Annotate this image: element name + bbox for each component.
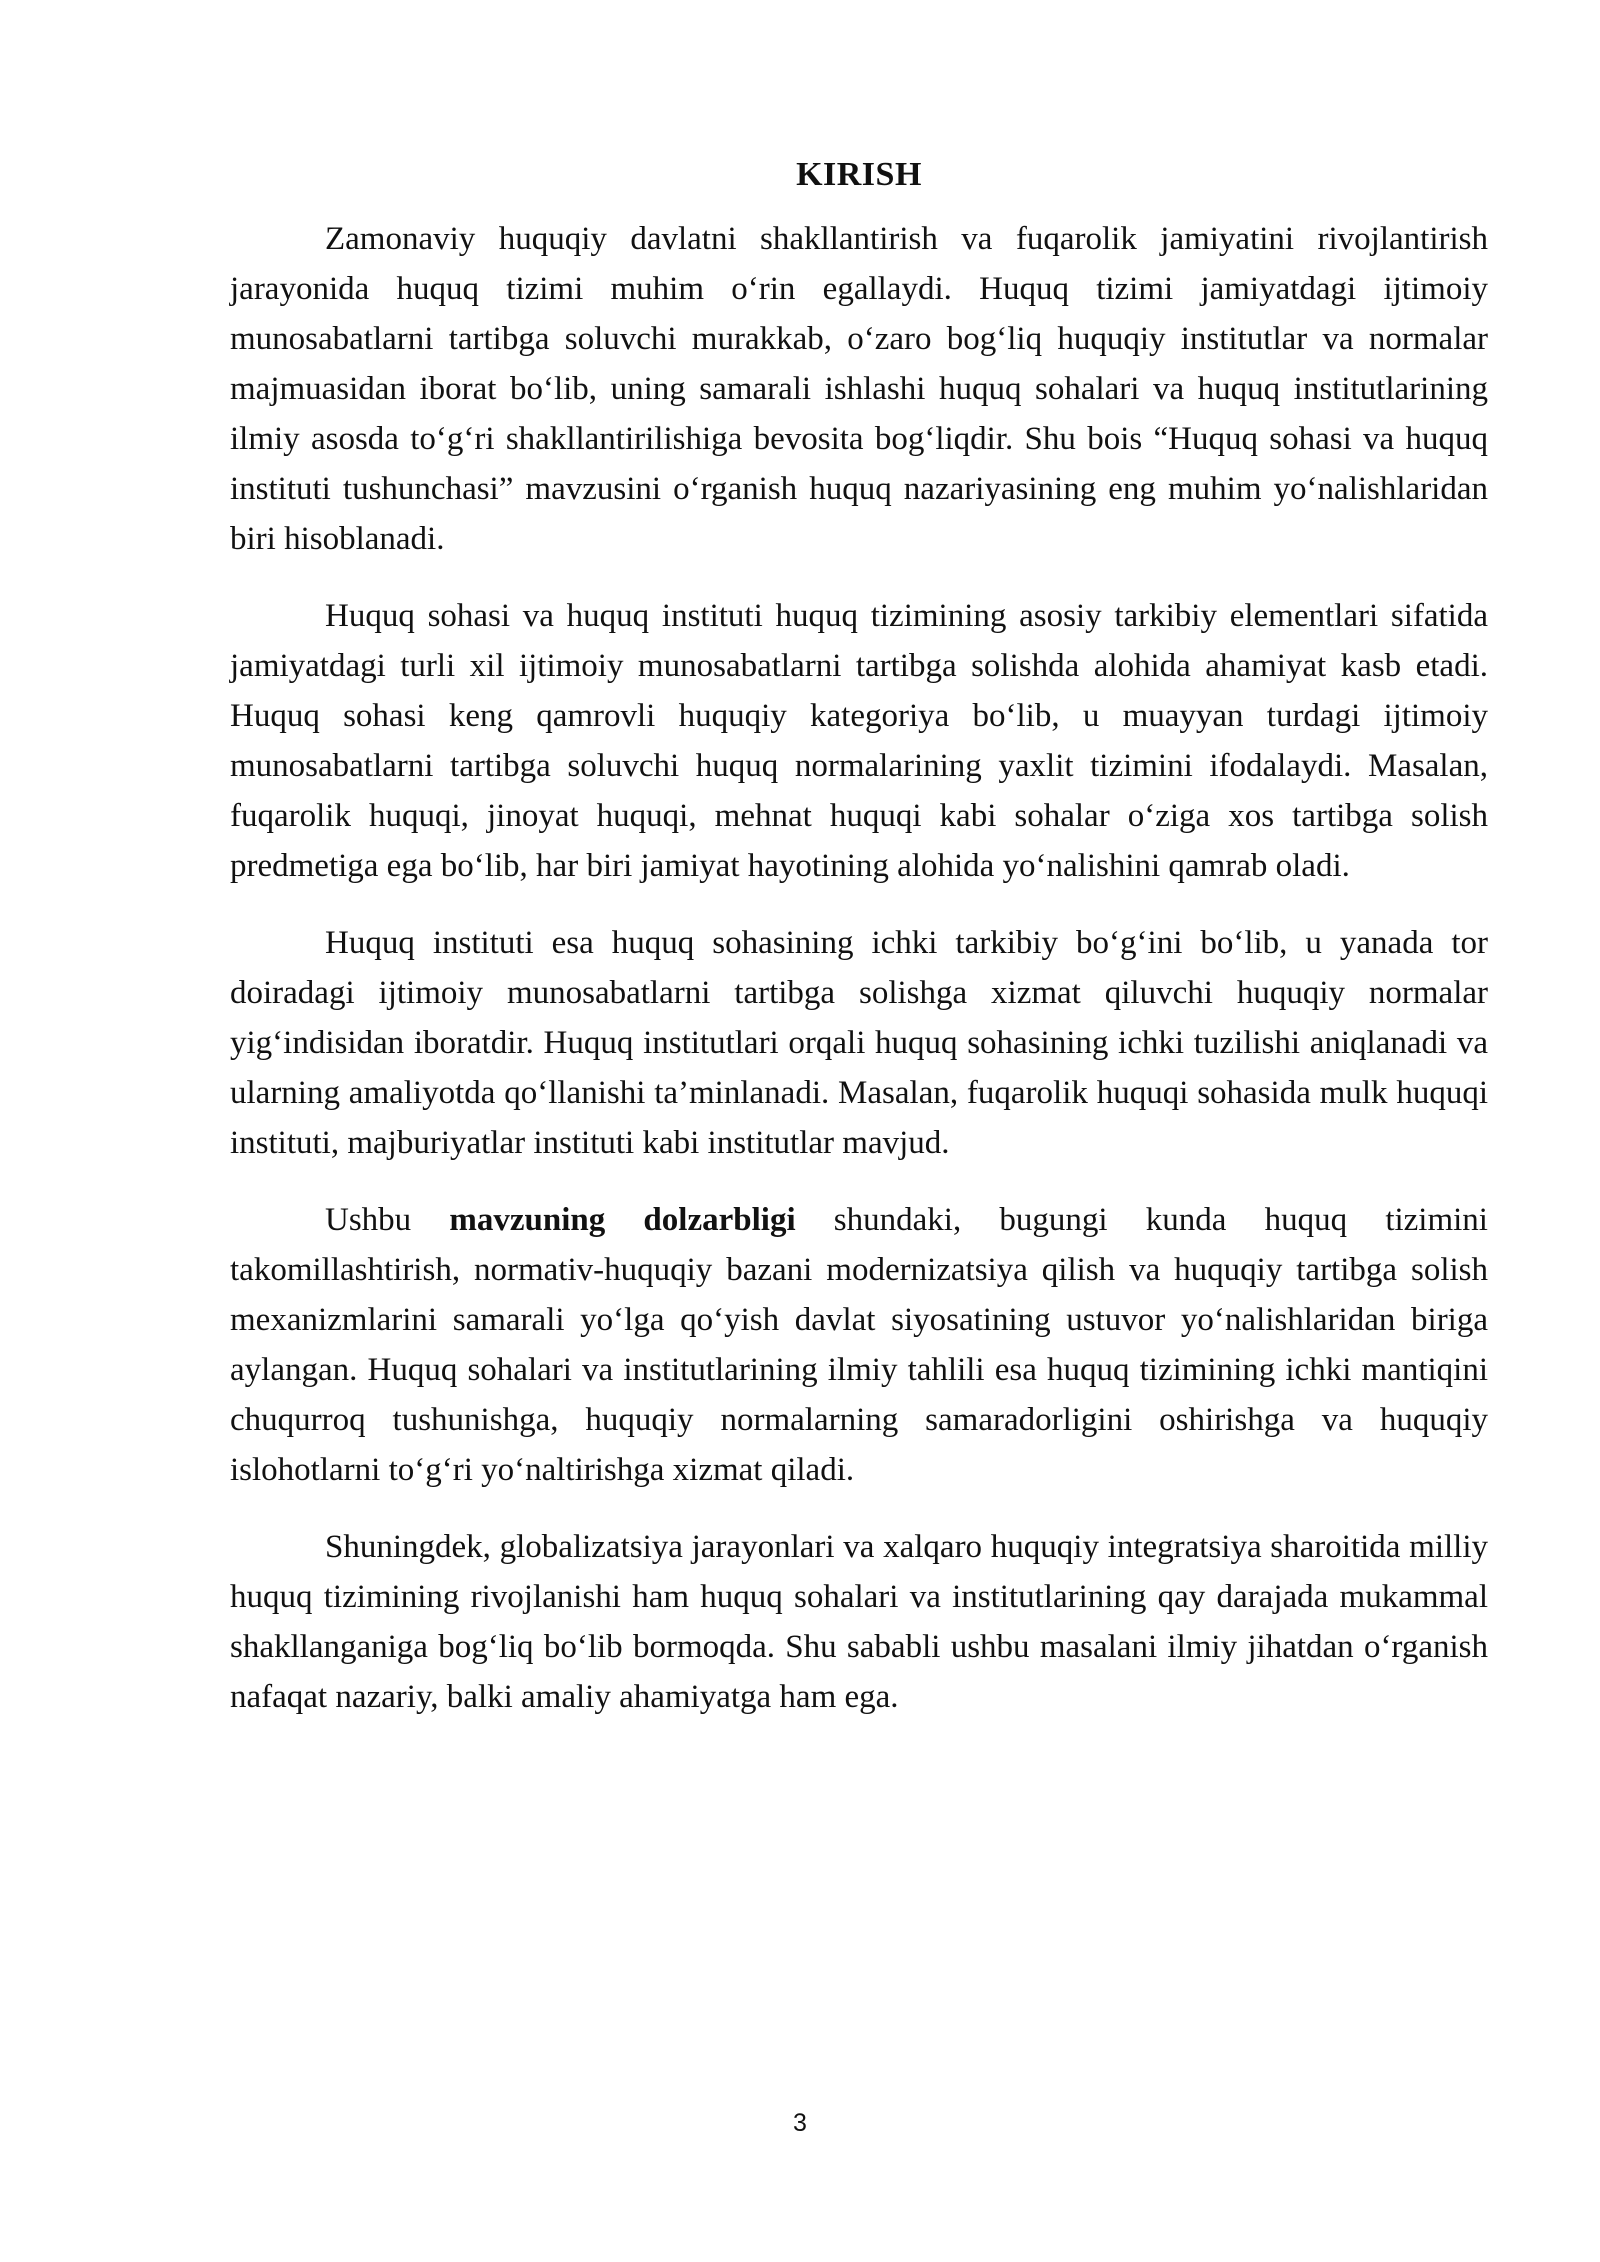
paragraph-4	[230, 1195, 1488, 1495]
paragraph-5: Shuningdek, globalizatsiya jarayonlari va xalqaro huquqiy integratsiya sharoitida milliy huquq tizimining rivojlanishi ham huquq sohalari va institutlarining qay darajada mukammal shakllanganiga bog‘liq bo‘lib bormoqda. Shu sababli ushbu masalani ilmiy jihatdan o‘rganish nafaqat nazariy, balki amaliy ahamiyatga ham ega.	[230, 1529, 1488, 1715]
page-title: KIRISH	[796, 156, 922, 193]
page-body	[230, 150, 1488, 1749]
relevance-term: mavzuning dolzarbligi	[449, 1202, 796, 1238]
paragraph-1: Zamonaviy huquqiy davlatni shakllantirish va fuqarolik jamiyatini rivojlantirish jarayonida huquq tizimi muhim o‘rin egallaydi. Huquq tizimi jamiyatdagi ijtimoiy munosabatlarni tartibga soluvchi murakkab, o‘zaro bog‘liq huquqiy institutlar va normalar majmuasidan iborat bo‘lib, uning samarali ishlashi huquq sohalari va huquq institutlarining ilmiy asosda to‘g‘ri shakllantirilishiga bevosita bog‘liqdir. Shu bois “Huquq sohasi va huquq instituti tushunchasi” mavzusini o‘rganish huquq nazariyasining eng muhim yo‘nalishlaridan biri hisoblanadi.	[230, 221, 1488, 557]
paragraph-3: Huquq instituti esa huquq sohasining ichki tarkibiy bo‘g‘ini bo‘lib, u yanada tor doiradagi ijtimoiy munosabatlarni tartibga solishga xizmat qiluvchi huquqiy normalar yig‘indisidan iboratdir. Huquq institutlari orqali huquq sohasining ichki tuzilishi aniqlanadi va ularning amaliyotda qo‘llanishi ta’minlanadi. Masalan, fuqarolik huquqi sohasida mulk huquqi instituti, majburiyatlar instituti kabi institutlar mavjud.	[230, 925, 1488, 1161]
paragraph-4-lead: Ushbu	[325, 1202, 450, 1238]
paragraph-2: Huquq sohasi va huquq instituti huquq tizimining asosiy tarkibiy elementlari sifatida jamiyatdagi turli xil ijtimoiy munosabatlarni tartibga solishda alohida ahamiyat kasb etadi. Huquq sohasi keng qamrovli huquqiy kategoriya bo‘lib, u muayyan turdagi ijtimoiy munosabatlarni tartibga soluvchi huquq normalarining yaxlit tizimini ifodalaydi. Masalan, fuqarolik huquqi, jinoyat huquqi, mehnat huquqi kabi sohalar o‘ziga xos tartibga solish predmetiga ega bo‘lib, har biri jamiyat hayotining alohida yo‘nalishini qamrab oladi.	[230, 598, 1488, 884]
paragraph-4-rest: shundaki, bugungi kunda huquq tizimini takomillashtirish, normativ-huquqiy bazani modernizatsiya qilish va huquqiy tartibga solish mexanizmlarini samarali yo‘lga qo‘yish davlat siyosatining ustuvor yo‘nalishlaridan biriga aylangan. Huquq sohalari va institutlarining ilmiy tahlili esa huquq tizimining ichki mantiqini chuqurroq tushunishga, huquqiy normalarning samaradorligini oshirishga va huquqiy islohotlarni to‘g‘ri yo‘naltirishga xizmat qiladi.	[230, 1202, 1488, 1488]
page-number: 3	[793, 2109, 807, 2137]
